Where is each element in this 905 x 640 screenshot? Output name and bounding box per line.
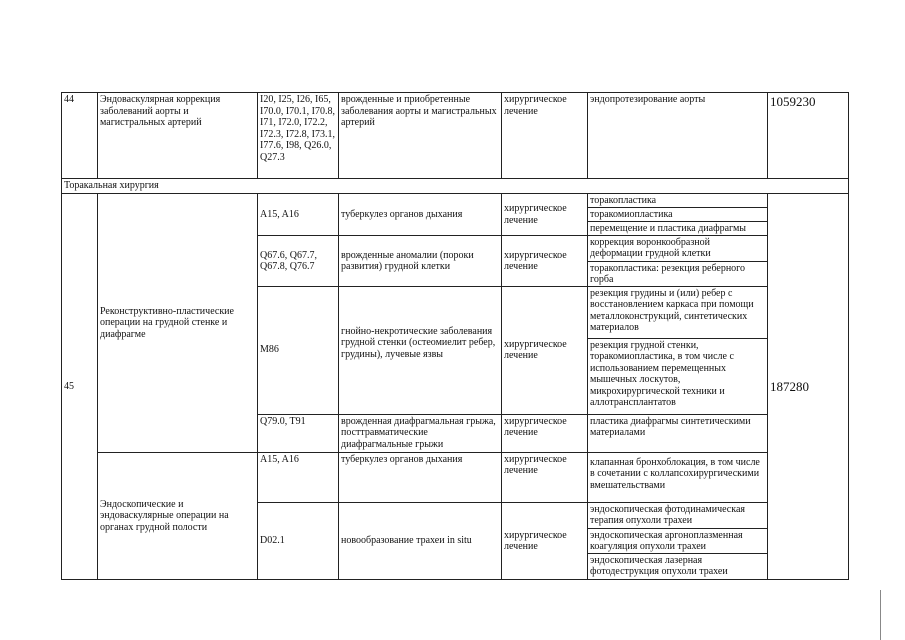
table-row xyxy=(62,452,849,502)
cost-value: 187280 xyxy=(768,193,849,579)
icd-codes: I20, I25, I26, I65, I70.0, I70.1, I70.8, I71, I72.0, I72.2, I72.3, I72.8, I73.1, I77.6, I98, Q26.0, Q27.3 xyxy=(258,93,339,179)
treatment-method: торакомиопластика xyxy=(588,207,768,221)
treatment-method: резекция грудины и (или) ребер с восстановлением каркаса при помощи металлоконструкций, синтетических материалов xyxy=(588,286,768,338)
patient-model: туберкулез органов дыхания xyxy=(339,452,502,502)
table-row xyxy=(62,93,849,179)
treatment-type: хирургическое лечение xyxy=(502,93,588,179)
medical-services-table xyxy=(61,92,849,580)
treatment-type: хирургическое лечение xyxy=(502,193,588,235)
patient-model: врожденные и приобретенные заболевания аорты и магистральных артерий xyxy=(339,93,502,179)
treatment-method: торакопластика: резекция реберного горба xyxy=(588,261,768,286)
section-row xyxy=(62,179,849,194)
treatment-method: резекция грудной стенки, торакомиопластика, в том числе с использованием перемещенных мышечных лоскутов, микрохирургической техники и аллотрансплантатов xyxy=(588,338,768,414)
patient-model: новообразование трахеи in situ xyxy=(339,502,502,579)
patient-model: врожденная диафрагмальная грыжа, посттравматические диафрагмальные грыжи xyxy=(339,414,502,452)
treatment-type: хирургическое лечение xyxy=(502,414,588,452)
cost-value: 1059230 xyxy=(768,93,849,179)
icd-codes: Q79.0, T91 xyxy=(258,414,339,452)
icd-codes: Q67.6, Q67.7, Q67.8, Q76.7 xyxy=(258,235,339,286)
patient-model: гнойно-некротические заболевания грудной стенки (остеомиелит ребер, грудины), лучевые язвы xyxy=(339,286,502,414)
treatment-type: хирургическое лечение xyxy=(502,286,588,414)
treatment-method: эндоскопическая аргоноплазменная коагуляция опухоли трахеи xyxy=(588,528,768,553)
service-name: Эндоскопические и эндоваскулярные операции на органах грудной полости xyxy=(98,452,258,579)
icd-codes: D02.1 xyxy=(258,502,339,579)
treatment-method: торакопластика xyxy=(588,193,768,207)
treatment-type: хирургическое лечение xyxy=(502,452,588,502)
row-number: 44 xyxy=(62,93,98,179)
icd-codes: M86 xyxy=(258,286,339,414)
treatment-method: эндоскопическая фотодинамическая терапия опухоли трахеи xyxy=(588,502,768,528)
scan-edge-line xyxy=(880,590,881,640)
icd-codes: A15, A16 xyxy=(258,193,339,235)
patient-model: туберкулез органов дыхания xyxy=(339,193,502,235)
section-title: Торакальная хирургия xyxy=(62,179,849,194)
service-name: Эндоваскулярная коррекция заболеваний аорты и магистральных артерий xyxy=(98,93,258,179)
service-name: Реконструктивно-пластические операции на грудной стенке и диафрагме xyxy=(98,193,258,452)
treatment-method: клапанная бронхоблокация, в том числе в сочетании с коллапсохирургическими вмешательствами xyxy=(588,452,768,502)
treatment-method: эндоскопическая лазерная фотодеструкция опухоли трахеи xyxy=(588,553,768,579)
treatment-method: коррекция воронкообразной деформации грудной клетки xyxy=(588,235,768,261)
treatment-method: пластика диафрагмы синтетическими материалами xyxy=(588,414,768,452)
treatment-method: перемещение и пластика диафрагмы xyxy=(588,221,768,235)
treatment-type: хирургическое лечение xyxy=(502,235,588,286)
icd-codes: A15, A16 xyxy=(258,452,339,502)
treatment-method: эндопротезирование аорты xyxy=(588,93,768,179)
table-row xyxy=(62,193,849,207)
treatment-type: хирургическое лечение xyxy=(502,502,588,579)
row-number: 45 xyxy=(62,193,98,579)
patient-model: врожденные аномалии (пороки развития) грудной клетки xyxy=(339,235,502,286)
